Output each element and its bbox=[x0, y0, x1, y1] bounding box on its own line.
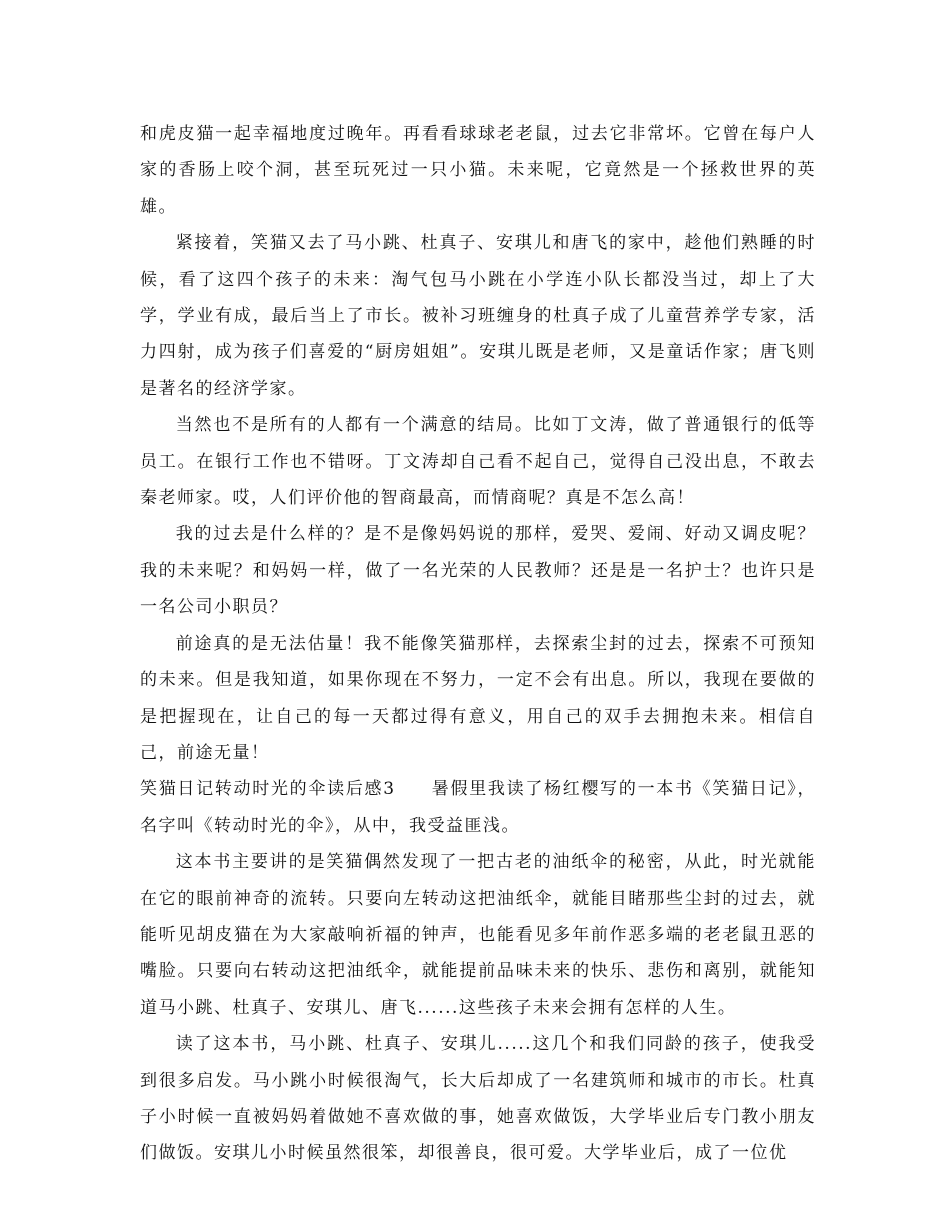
paragraph-continuation: 和虎皮猫一起幸福地度过晚年。再看看球球老老鼠，过去它非常坏。它曾在每户人家的香肠上咬个洞，甚至玩死过一只小猫。未来呢，它竟然是一个拯救世界的英雄。 bbox=[140, 124, 816, 217]
paragraph-book-summary: 这本书主要讲的是笑猫偶然发现了一把古老的油纸伞的秘密，从此，时光就能在它的眼前神奇的流转。只要向左转动这把油纸伞，就能目睹那些尘封的过去，就能听见胡皮猫在为大家敲响祈福的钟声，也能看见多年前作恶多端的老老鼠丑恶的嘴脸。只要向右转动这把油纸伞，就能提前品味未来的快乐、悲伤和离别，就能知道马小跳、杜真子、安琪儿、唐飞......这些孩子未来会拥有怎样的人生。 bbox=[140, 852, 816, 1018]
paragraph-my-past: 我的过去是什么样的？是不是像妈妈说的那样，爱哭、爱闹、好动又调皮呢？我的未来呢？和妈妈一样，做了一名光荣的人民教师？还是是一名护士？也许只是一名公司小职员？ bbox=[140, 524, 816, 618]
paragraph-children-future: 紧接着，笑猫又去了马小跳、杜真子、安琪儿和唐飞的家中，趁他们熟睡的时候，看了这四个孩子的未来：淘气包马小跳在小学连小队长都没当过，却上了大学，学业有成，最后当上了市长。被补习班缠身的杜真子成了儿童营养学专家，活力四射，成为孩子们喜爱的“厨房姐姐”。安琪儿既是老师，又是童话作家；唐飞则是著名的经济学家。 bbox=[140, 233, 816, 399]
section-title: 笑猫日记转动时光的伞读后感3 bbox=[140, 779, 396, 800]
document-page bbox=[140, 116, 816, 1172]
paragraph-future-unlimited: 前途真的是无法估量！我不能像笑猫那样，去探索尘封的过去，探索不可预知的未来。但是我知道，如果你现在不努力，一定不会有出息。所以，我现在要做的是把握现在，让自己的每一天都过得有意义，用自己的双手去拥抱未来。相信自己，前途无量！ bbox=[140, 633, 816, 763]
section-heading-paragraph bbox=[140, 771, 816, 844]
paragraph-reflection: 读了这本书，马小跳、杜真子、安琪儿.....这几个和我们同龄的孩子，使我受到很多启发。马小跳小时候很淘气，长大后却成了一名建筑师和城市的市长。杜真子小时候一直被妈妈着做她不喜欢做的事，她喜欢做饭，大学毕业后专门教小朋友们做饭。安琪儿小时候虽然很笨，却很善良，很可爱。大学毕业后，成了一位优 bbox=[140, 1034, 816, 1164]
paragraph-ding-wentao: 当然也不是所有的人都有一个满意的结局。比如丁文涛，做了普通银行的低等员工。在银行工作也不错呀。丁文涛却自己看不起自己，觉得自己没出息，不敢去秦老师家。哎，人们评价他的智商最高，而情商呢？真是不怎么高！ bbox=[140, 415, 816, 509]
section-intro-text: 暑假里我读了杨红樱写的一本书《笑猫日记》，名字叫《转动时光的伞》，从中，我受益匪浅。 bbox=[140, 779, 816, 836]
